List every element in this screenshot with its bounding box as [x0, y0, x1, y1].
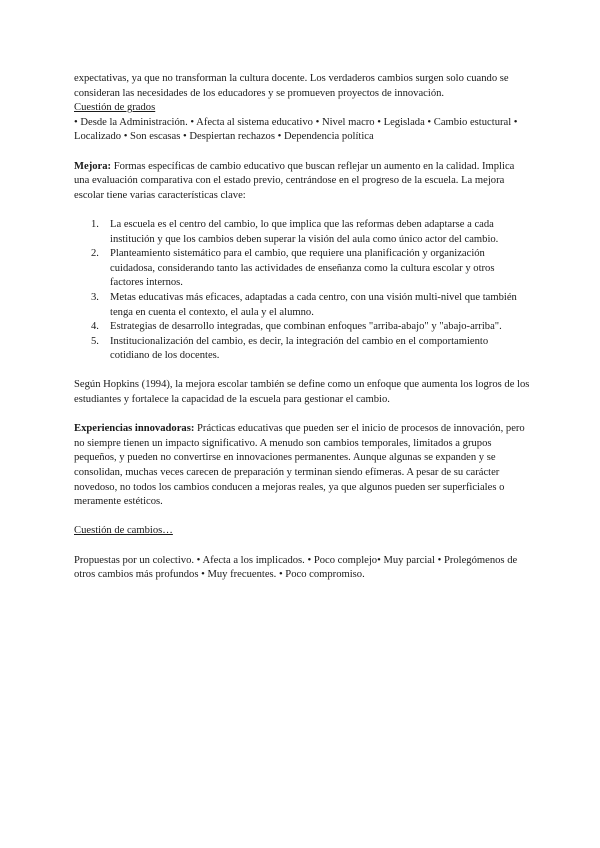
- grados-heading: Cuestión de grados: [74, 102, 156, 114]
- list-item-number: 3.: [91, 291, 99, 303]
- list-item-text: Estrategias de desarrollo integradas, que combinan enfoques "arriba-abajo" y "abajo-arriba".: [110, 321, 502, 333]
- spacer: [74, 510, 530, 525]
- list-item-text: Institucionalización del cambio, es decir, la integración del cambio en el comportamiento cotidiano de los docentes.: [110, 335, 489, 362]
- list-item: [74, 335, 530, 364]
- list-item-number: 2.: [91, 248, 99, 260]
- experiencias-paragraph: [74, 422, 530, 510]
- document-page: [74, 72, 530, 583]
- hopkins-paragraph: Según Hopkins (1994), la mejora escolar también se define como un enfoque que aumenta los logros de los estudiantes y fortalece la capacidad de la escuela para gestionar el cambio.: [74, 379, 530, 406]
- cambios-list: Propuestas por un colectivo. • Afecta a los implicados. • Poco complejo• Muy parcial • Prolegómenos de otros cambios más profundos • Muy frecuentes. • Poco compromiso.: [74, 554, 518, 581]
- mejora-term: Mejora:: [74, 160, 112, 172]
- spacer: [74, 539, 530, 554]
- intro-paragraph: expectativas, ya que no transforman la cultura docente. Los verdaderos cambios surgen solo cuando se consideran las necesidades de los educadores y se promueven proyectos de innovación.: [74, 73, 509, 99]
- experiencias-definition: Prácticas educativas que pueden ser el inicio de procesos de innovación, pero no siempre tienen un impacto significativo. A menudo son cambios temporales, limitados a grupos pequeños, y pueden no convertirse en innovaciones permanentes. Aunque algunas se expanden y se consolidan, muchas veces carecen de preparación y terminan siendo efímeras. A pesar de su carácter novedoso, no todos los cambios conducen a mejoras reales, ya que algunos pueden ser superficiales o meramente estéticos.: [74, 423, 525, 508]
- spacer: [74, 364, 530, 379]
- spacer: [74, 145, 530, 160]
- mejora-characteristics-list: [74, 218, 530, 364]
- mejora-definition: Formas específicas de cambio educativo que buscan reflejar un aumento en la calidad. Implica una evaluación comparativa con el estado previo, centrándose en el progreso de la escuela. La mejora escolar tiene varias características clave:: [74, 160, 515, 201]
- cambios-heading: Cuestión de cambios…: [74, 525, 173, 537]
- spacer: [74, 408, 530, 423]
- list-item-number: 5.: [91, 335, 99, 347]
- spacer: [74, 203, 530, 218]
- list-item: [74, 320, 530, 335]
- experiencias-term: Experiencias innovadoras:: [74, 423, 195, 435]
- list-item-text: Planteamiento sistemático para el cambio, que requiere una planificación y organización cuidadosa, considerando tanto las actividades de enseñanza como la cultura escolar y otros factores internos.: [110, 248, 495, 289]
- list-item-number: 1.: [91, 218, 99, 230]
- list-item: [74, 218, 530, 247]
- list-item: [74, 247, 530, 291]
- list-item-number: 4.: [91, 321, 99, 333]
- list-item: [74, 291, 530, 320]
- list-item-text: La escuela es el centro del cambio, lo que implica que las reformas deben adaptarse a cada institución y que los cambios deben superar la visión del aula como único actor del cambio.: [110, 218, 499, 245]
- list-item-text: Metas educativas más eficaces, adaptadas a cada centro, con una visión multi-nivel que también tenga en cuenta el contexto, el aula y el alumno.: [110, 291, 517, 318]
- mejora-paragraph: [74, 160, 530, 204]
- grados-list: • Desde la Administración. • Afecta al sistema educativo • Nivel macro • Legislada • Cambio estuctural • Localizado • Son escasas • Despiertan rechazos • Dependencia política: [74, 116, 518, 143]
